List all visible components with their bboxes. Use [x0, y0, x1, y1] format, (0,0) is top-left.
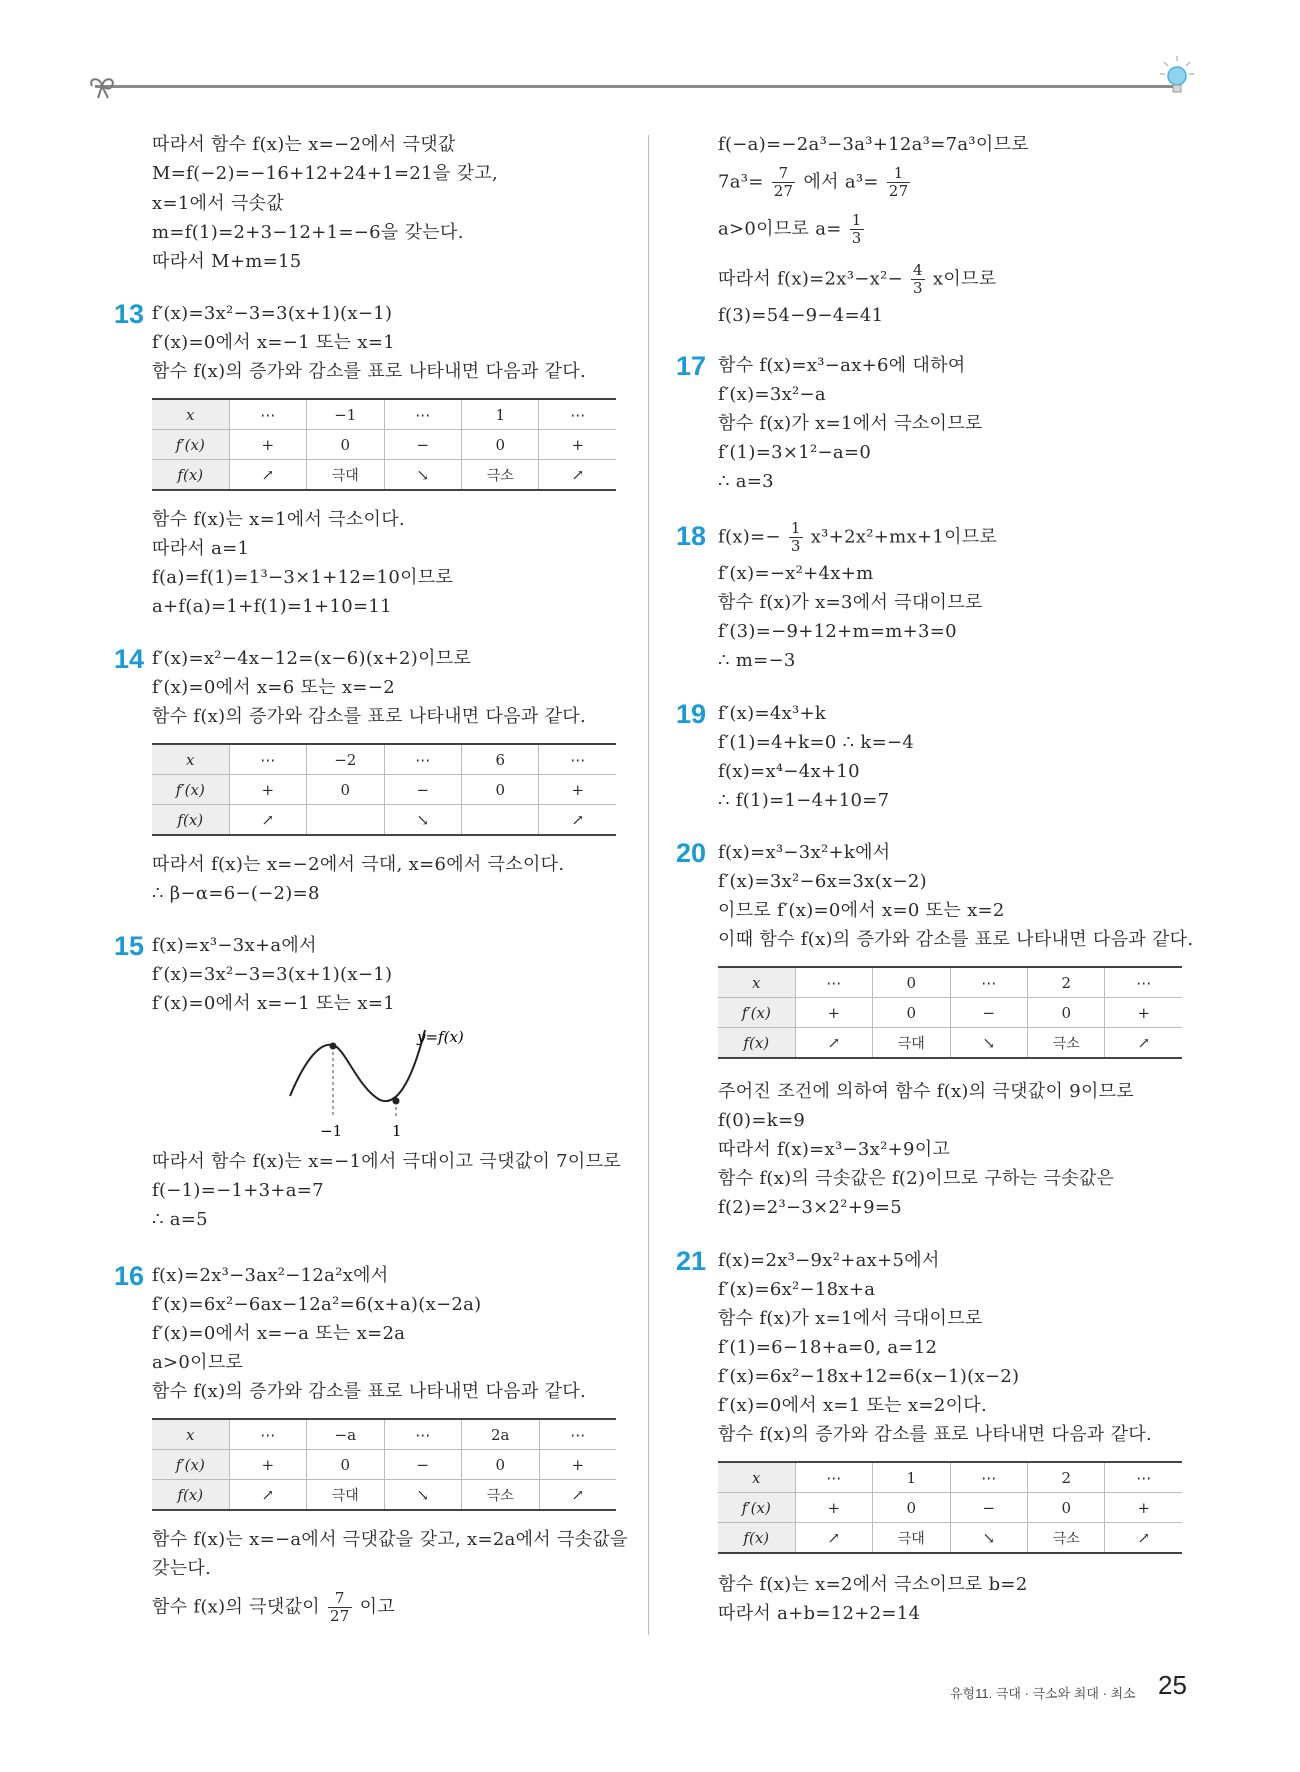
text-line: a+f(a)=1+f(1)=1+10=11	[152, 596, 392, 617]
table-cell: ⋯	[539, 744, 616, 775]
table-cell: 극대	[307, 460, 385, 491]
table-cell: ⋯	[795, 967, 872, 998]
text-span: 이고	[359, 1596, 396, 1618]
table-cell: 2a	[462, 1419, 540, 1450]
table-cell: +	[229, 430, 306, 460]
text-line: f′(1)=4+k=0 ∴ k=−4	[718, 732, 915, 753]
text-line: 이므로 f′(x)=0에서 x=0 또는 x=2	[718, 900, 1005, 921]
text-line	[718, 165, 912, 200]
table-cell: −	[384, 430, 461, 460]
table-cell: ⋯	[539, 1419, 616, 1450]
table-cell: ⋯	[950, 1462, 1027, 1493]
text-line: 따라서 a+b=12+2=14	[718, 1603, 921, 1624]
problem-number-18: 18	[676, 521, 707, 551]
problem-number-20: 20	[676, 838, 707, 868]
table-cell: −	[384, 775, 461, 805]
table-cell: ↗	[539, 1480, 616, 1511]
table-cell: x	[152, 1419, 229, 1450]
numerator: 1	[851, 211, 862, 229]
text-line: f′(x)=0에서 x=−1 또는 x=1	[152, 993, 395, 1014]
table-cell: ⋯	[1105, 967, 1182, 998]
table-cell: 2	[1028, 967, 1105, 998]
text-line: M=f(−2)=−16+12+24+1=21을 갖고,	[152, 163, 499, 184]
text-line: f(x)=2x³−3ax²−12a²x에서	[152, 1265, 389, 1286]
table-cell: 극대	[307, 1480, 385, 1511]
denominator: 27	[329, 1607, 350, 1625]
text-line: f′(x)=3x²−3=3(x+1)(x−1)	[152, 964, 393, 985]
table-cell: −a	[307, 1419, 385, 1450]
variation-table-16	[152, 1418, 616, 1511]
text-line: f(x)=x³−3x+a에서	[152, 935, 317, 956]
table-cell: f′(x)	[718, 1493, 795, 1523]
table-cell: ↘	[950, 1523, 1027, 1554]
denominator: 3	[790, 537, 801, 555]
problem-number-19: 19	[676, 699, 707, 729]
text-line: 함수 f(x)의 극솟값은 f(2)이므로 구하는 극솟값은	[718, 1168, 1115, 1189]
text-line: 함수 f(x)의 증가와 감소를 표로 나타내면 다음과 같다.	[718, 1424, 1152, 1445]
table-cell: 0	[1028, 998, 1105, 1028]
page-number: 25	[1158, 1670, 1187, 1700]
text-line: f(x)=x⁴−4x+10	[718, 761, 860, 782]
text-line: 따라서 f(x)는 x=−2에서 극대, x=6에서 극소이다.	[152, 854, 565, 875]
text-span: 7a³=	[718, 171, 764, 193]
text-line: f′(x)=0에서 x=−1 또는 x=1	[152, 332, 395, 353]
fraction	[328, 1590, 352, 1625]
table-cell: ↘	[384, 1480, 461, 1511]
text-line: 함수 f(x)의 증가와 감소를 표로 나타내면 다음과 같다.	[152, 1381, 586, 1402]
column-divider	[648, 135, 649, 1635]
table-cell: ↗	[539, 460, 616, 491]
table-cell: 0	[462, 430, 539, 460]
table-cell: 2	[1028, 1462, 1105, 1493]
text-line: f′(x)=6x²−18x+a	[718, 1279, 876, 1300]
text-line: f(−1)=−1+3+a=7	[152, 1180, 324, 1201]
text-line: 갖는다.	[152, 1558, 212, 1579]
table-cell: +	[795, 998, 872, 1028]
problem-number-16: 16	[114, 1261, 145, 1291]
table-cell: ↘	[384, 460, 461, 491]
text-line: 따라서 함수 f(x)는 x=−2에서 극댓값	[152, 134, 456, 155]
text-line: f(a)=f(1)=1³−3×1+12=10이므로	[152, 567, 454, 588]
table-cell: ↗	[539, 805, 616, 836]
table-cell: ⋯	[950, 967, 1027, 998]
table-cell: ⋯	[384, 399, 461, 430]
table-cell: −1	[307, 399, 385, 430]
text-span: x³+2x²+mx+1이므로	[810, 526, 998, 548]
text-line: f′(x)=3x²−a	[718, 384, 826, 405]
table-cell: 극대	[873, 1523, 950, 1554]
max-point	[330, 1043, 337, 1050]
numerator: 1	[790, 519, 801, 537]
text-line: 함수 f(x)는 x=2에서 극소이므로 b=2	[718, 1574, 1028, 1595]
fraction	[789, 520, 803, 555]
table-cell: +	[1105, 998, 1182, 1028]
table-cell: 0	[307, 430, 385, 460]
table-cell: ⋯	[229, 744, 306, 775]
text-line: f′(x)=6x²−6ax−12a²=6(x+a)(x−2a)	[152, 1294, 482, 1315]
text-line: 함수 f(x)가 x=1에서 극대이므로	[718, 1308, 983, 1329]
table-cell: x	[718, 967, 795, 998]
table-cell: −	[384, 1450, 461, 1480]
text-span: x이므로	[932, 268, 997, 290]
text-line: 따라서 함수 f(x)는 x=−1에서 극대이고 극댓값이 7이므로	[152, 1151, 621, 1172]
text-span: a>0이므로 a=	[718, 218, 842, 240]
text-line: a>0이므로	[152, 1352, 244, 1373]
text-line: f′(x)=3x²−6x=3x(x−2)	[718, 871, 927, 892]
text-line: 따라서 f(x)=x³−3x²+9이고	[718, 1139, 951, 1160]
table-cell: 극소	[1028, 1523, 1105, 1554]
numerator: 4	[913, 261, 923, 279]
problem-number-13: 13	[114, 299, 145, 329]
table-cell: f′(x)	[152, 1450, 229, 1480]
table-cell: ⋯	[384, 744, 461, 775]
table-cell: ↗	[229, 460, 306, 491]
table-cell	[462, 805, 539, 836]
table-cell: +	[229, 1450, 306, 1480]
denominator: 3	[851, 229, 862, 247]
text-line	[152, 1590, 395, 1625]
text-line: 따라서 a=1	[152, 538, 250, 559]
table-cell: 1	[873, 1462, 950, 1493]
variation-table-14	[152, 743, 616, 836]
table-cell: ↗	[229, 1480, 306, 1511]
table-cell: f(x)	[152, 805, 229, 836]
text-line: 함수 f(x)는 x=1에서 극소이다.	[152, 509, 405, 530]
table-cell: 0	[873, 998, 950, 1028]
table-cell: f(x)	[718, 1523, 795, 1554]
curve	[290, 1030, 425, 1101]
text-line: f(x)=2x³−9x²+ax+5에서	[718, 1250, 940, 1271]
table-cell: f′(x)	[152, 430, 229, 460]
problem-number-17: 17	[676, 351, 707, 381]
text-line: f′(x)=4x³+k	[718, 703, 827, 724]
text-line: f′(x)=6x²−18x+12=6(x−1)(x−2)	[718, 1366, 1020, 1387]
fraction	[887, 165, 911, 200]
cubic-graph	[270, 1018, 500, 1138]
table-cell: x	[718, 1462, 795, 1493]
text-line: f′(3)=−9+12+m=m+3=0	[718, 621, 957, 642]
table-cell: f′(x)	[718, 998, 795, 1028]
table-cell: +	[539, 775, 616, 805]
text-line: ∴ f(1)=1−4+10=7	[718, 790, 890, 811]
table-cell: ↘	[950, 1028, 1027, 1059]
table-cell: ↗	[795, 1523, 872, 1554]
table-cell: −	[950, 1493, 1027, 1523]
text-line: f′(x)=x²−4x−12=(x−6)(x+2)이므로	[152, 648, 472, 669]
table-cell: f(x)	[152, 460, 229, 491]
table-cell: f(x)	[152, 1480, 229, 1511]
table-cell: 극소	[1028, 1028, 1105, 1059]
table-cell: 극소	[462, 1480, 540, 1511]
table-cell: 0	[873, 1493, 950, 1523]
fraction	[772, 165, 796, 200]
table-cell: −2	[307, 744, 385, 775]
variation-table-20	[718, 966, 1182, 1059]
variation-table-21	[718, 1461, 1182, 1554]
ribbon-knot-icon	[88, 74, 118, 100]
denominator: 27	[773, 182, 794, 200]
text-line: f(2)=2³−3×2²+9=5	[718, 1197, 903, 1218]
graph-label: y=f(x)	[417, 1028, 464, 1046]
text-line: f′(x)=0에서 x=−a 또는 x=2a	[152, 1323, 406, 1344]
text-span: 함수 f(x)의 극댓값이	[152, 1596, 320, 1618]
table-cell: 0	[462, 1450, 540, 1480]
table-cell: +	[539, 430, 616, 460]
text-line: m=f(1)=2+3−12+1=−6을 갖는다.	[152, 222, 464, 243]
text-line: f′(x)=−x²+4x+m	[718, 563, 874, 584]
table-cell: f′(x)	[152, 775, 229, 805]
table-cell: −	[950, 998, 1027, 1028]
numerator: 7	[772, 165, 796, 183]
text-line: 이때 함수 f(x)의 증가와 감소를 표로 나타내면 다음과 같다.	[718, 929, 1194, 950]
table-cell: 6	[462, 744, 539, 775]
text-line	[718, 212, 866, 247]
denominator: 3	[913, 279, 923, 297]
text-line: 함수 f(x)의 증가와 감소를 표로 나타내면 다음과 같다.	[152, 706, 586, 727]
table-cell: ↗	[1105, 1028, 1182, 1059]
table-cell: +	[229, 775, 306, 805]
table-cell: 0	[1028, 1493, 1105, 1523]
numerator: 1	[887, 165, 911, 183]
text-line: 함수 f(x)는 x=−a에서 극댓값을 갖고, x=2a에서 극솟값을	[152, 1529, 628, 1550]
table-cell: ⋯	[1105, 1462, 1182, 1493]
table-cell: ↗	[1105, 1523, 1182, 1554]
text-line: f′(1)=6−18+a=0, a=12	[718, 1337, 938, 1358]
text-line: 함수 f(x)의 증가와 감소를 표로 나타내면 다음과 같다.	[152, 361, 586, 382]
text-line: f(3)=54−9−4=41	[718, 305, 884, 326]
text-line: f(−a)=−2a³−3a³+12a³=7a³이므로	[718, 134, 1029, 155]
text-line: 함수 f(x)가 x=3에서 극대이므로	[718, 592, 983, 613]
problem-number-14: 14	[114, 644, 145, 674]
table-cell: x	[152, 399, 229, 430]
text-line: ∴ β−α=6−(−2)=8	[152, 883, 320, 904]
text-line: ∴ m=−3	[718, 650, 796, 671]
text-span: 따라서 f(x)=2x³−x²−	[718, 268, 903, 290]
lightbulb-icon	[1160, 56, 1194, 96]
problem-number-15: 15	[114, 931, 145, 961]
problem-number-21: 21	[676, 1246, 707, 1276]
text-line: f′(x)=3x²−3=3(x+1)(x−1)	[152, 303, 393, 324]
table-cell: 1	[462, 399, 539, 430]
fraction	[911, 262, 925, 297]
table-cell: ↗	[229, 805, 306, 836]
min-point	[393, 1098, 400, 1105]
text-line: 주어진 조건에 의하여 함수 f(x)의 극댓값이 9이므로	[718, 1081, 1135, 1102]
text-line: 따라서 M+m=15	[152, 251, 302, 272]
table-cell: ⋯	[384, 1419, 461, 1450]
table-cell: 극대	[873, 1028, 950, 1059]
table-cell: +	[539, 1450, 616, 1480]
denominator: 27	[888, 182, 909, 200]
table-cell: ⋯	[229, 399, 306, 430]
x-tick: 1	[392, 1122, 402, 1138]
text-line: f′(x)=0에서 x=6 또는 x=−2	[152, 677, 395, 698]
numerator: 7	[328, 1590, 352, 1608]
table-cell: ⋯	[795, 1462, 872, 1493]
table-cell: f(x)	[718, 1028, 795, 1059]
table-cell: 0	[873, 967, 950, 998]
text-line: ∴ a=3	[718, 471, 774, 492]
text-line: f′(1)=3×1²−a=0	[718, 442, 872, 463]
table-cell: +	[795, 1493, 872, 1523]
text-line: f′(x)=0에서 x=1 또는 x=2이다.	[718, 1395, 987, 1416]
table-cell: 0	[462, 775, 539, 805]
table-cell: +	[1105, 1493, 1182, 1523]
text-line: x=1에서 극솟값	[152, 193, 285, 214]
text-line: 함수 f(x)=x³−ax+6에 대하여	[718, 355, 966, 376]
text-line	[718, 262, 996, 297]
text-line: f(0)=k=9	[718, 1110, 806, 1131]
text-span: f(x)=−	[718, 526, 781, 548]
table-cell: ↘	[384, 805, 461, 836]
text-line: ∴ a=5	[152, 1209, 208, 1230]
variation-table-13	[152, 398, 616, 491]
text-line: 함수 f(x)가 x=1에서 극소이므로	[718, 413, 983, 434]
text-line	[718, 520, 997, 555]
table-cell: ⋯	[539, 399, 616, 430]
table-cell: 0	[307, 1450, 385, 1480]
text-line: f(x)=x³−3x²+k에서	[718, 842, 891, 863]
table-cell: ↗	[795, 1028, 872, 1059]
table-cell: 극소	[462, 460, 539, 491]
table-cell: ⋯	[229, 1419, 306, 1450]
footer-section-label: 유형11. 극대 · 극소와 최대 · 최소	[950, 1686, 1136, 1701]
table-cell	[307, 805, 385, 836]
top-rule	[95, 85, 1175, 88]
x-tick: −1	[320, 1122, 343, 1138]
table-cell: 0	[307, 775, 385, 805]
text-span: 에서 a³=	[803, 171, 879, 193]
table-cell: x	[152, 744, 229, 775]
fraction	[850, 212, 864, 247]
